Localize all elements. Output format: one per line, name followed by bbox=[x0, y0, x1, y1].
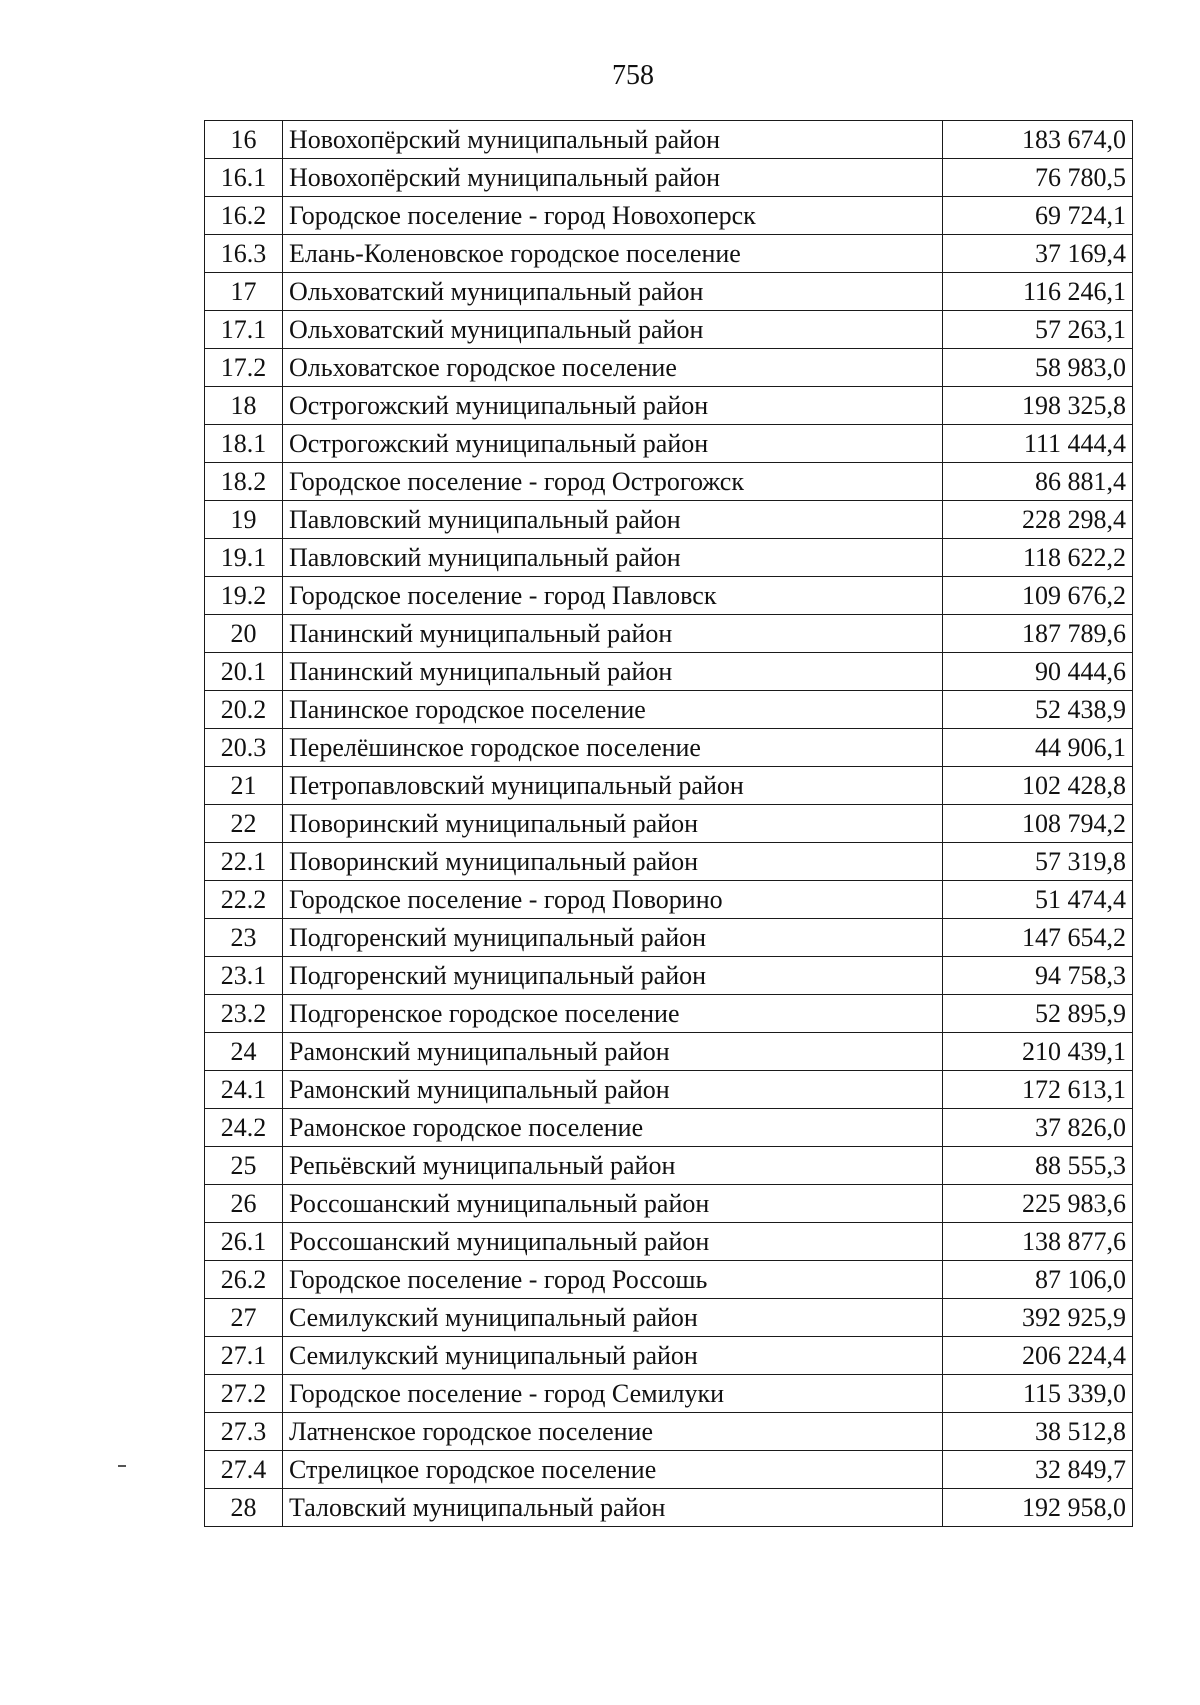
row-number: 20.3 bbox=[205, 729, 283, 767]
row-number: 23 bbox=[205, 919, 283, 957]
table-row bbox=[205, 1147, 1133, 1185]
municipality-name: Петропавловский муниципальный район bbox=[283, 767, 943, 805]
municipality-name: Стрелицкое городское поселение bbox=[283, 1451, 943, 1489]
amount-value: 392 925,9 bbox=[943, 1299, 1133, 1337]
amount-value: 115 339,0 bbox=[943, 1375, 1133, 1413]
table-row bbox=[205, 387, 1133, 425]
municipality-name: Ольховатское городское поселение bbox=[283, 349, 943, 387]
table-row bbox=[205, 577, 1133, 615]
amount-value: 187 789,6 bbox=[943, 615, 1133, 653]
table-row bbox=[205, 729, 1133, 767]
municipality-name: Рамонский муниципальный район bbox=[283, 1071, 943, 1109]
amount-value: 138 877,6 bbox=[943, 1223, 1133, 1261]
table-row bbox=[205, 653, 1133, 691]
table-row bbox=[205, 1337, 1133, 1375]
row-number: 24.2 bbox=[205, 1109, 283, 1147]
amount-value: 51 474,4 bbox=[943, 881, 1133, 919]
amount-value: 52 438,9 bbox=[943, 691, 1133, 729]
table-row bbox=[205, 425, 1133, 463]
row-number: 19.1 bbox=[205, 539, 283, 577]
table-row bbox=[205, 995, 1133, 1033]
row-number: 19 bbox=[205, 501, 283, 539]
amount-value: 76 780,5 bbox=[943, 159, 1133, 197]
amount-value: 38 512,8 bbox=[943, 1413, 1133, 1451]
municipality-name: Панинское городское поселение bbox=[283, 691, 943, 729]
municipality-name: Подгоренское городское поселение bbox=[283, 995, 943, 1033]
table-row bbox=[205, 463, 1133, 501]
municipality-name: Городское поселение - город Павловск bbox=[283, 577, 943, 615]
row-number: 25 bbox=[205, 1147, 283, 1185]
municipality-name: Панинский муниципальный район bbox=[283, 615, 943, 653]
amount-value: 44 906,1 bbox=[943, 729, 1133, 767]
amount-value: 228 298,4 bbox=[943, 501, 1133, 539]
row-number: 16.3 bbox=[205, 235, 283, 273]
amount-value: 111 444,4 bbox=[943, 425, 1133, 463]
row-number: 19.2 bbox=[205, 577, 283, 615]
row-number: 21 bbox=[205, 767, 283, 805]
amount-value: 90 444,6 bbox=[943, 653, 1133, 691]
table-row bbox=[205, 843, 1133, 881]
municipality-name: Таловский муниципальный район bbox=[283, 1489, 943, 1527]
row-number: 24.1 bbox=[205, 1071, 283, 1109]
row-number: 18.2 bbox=[205, 463, 283, 501]
amount-value: 69 724,1 bbox=[943, 197, 1133, 235]
table-row bbox=[205, 501, 1133, 539]
row-number: 26.1 bbox=[205, 1223, 283, 1261]
amount-value: 37 826,0 bbox=[943, 1109, 1133, 1147]
table-row bbox=[205, 1375, 1133, 1413]
amount-value: 206 224,4 bbox=[943, 1337, 1133, 1375]
row-number: 16.1 bbox=[205, 159, 283, 197]
table-row bbox=[205, 1451, 1133, 1489]
municipality-name: Перелёшинское городское поселение bbox=[283, 729, 943, 767]
municipality-name: Городское поселение - город Новохоперск bbox=[283, 197, 943, 235]
municipality-name: Россошанский муниципальный район bbox=[283, 1185, 943, 1223]
municipality-name: Острогожский муниципальный район bbox=[283, 425, 943, 463]
municipality-name: Семилукский муниципальный район bbox=[283, 1337, 943, 1375]
table-row bbox=[205, 691, 1133, 729]
municipality-name: Елань-Коленовское городское поселение bbox=[283, 235, 943, 273]
table-row bbox=[205, 349, 1133, 387]
row-number: 24 bbox=[205, 1033, 283, 1071]
row-number: 28 bbox=[205, 1489, 283, 1527]
municipality-name: Городское поселение - город Россошь bbox=[283, 1261, 943, 1299]
table-row bbox=[205, 121, 1133, 159]
amount-value: 52 895,9 bbox=[943, 995, 1133, 1033]
municipality-name: Городское поселение - город Острогожск bbox=[283, 463, 943, 501]
table-row bbox=[205, 1489, 1133, 1527]
amount-value: 118 622,2 bbox=[943, 539, 1133, 577]
row-number: 22.1 bbox=[205, 843, 283, 881]
amount-value: 109 676,2 bbox=[943, 577, 1133, 615]
amount-value: 192 958,0 bbox=[943, 1489, 1133, 1527]
row-number: 26.2 bbox=[205, 1261, 283, 1299]
table-row bbox=[205, 919, 1133, 957]
row-number: 27.2 bbox=[205, 1375, 283, 1413]
row-number: 20.1 bbox=[205, 653, 283, 691]
municipality-name: Острогожский муниципальный район bbox=[283, 387, 943, 425]
table-row bbox=[205, 957, 1133, 995]
row-number: 17.2 bbox=[205, 349, 283, 387]
amount-value: 57 263,1 bbox=[943, 311, 1133, 349]
amount-value: 87 106,0 bbox=[943, 1261, 1133, 1299]
table-row bbox=[205, 1299, 1133, 1337]
amount-value: 57 319,8 bbox=[943, 843, 1133, 881]
table-row bbox=[205, 881, 1133, 919]
page-number: 758 bbox=[612, 60, 654, 91]
row-number: 27.4 bbox=[205, 1451, 283, 1489]
municipality-name: Рамонский муниципальный район bbox=[283, 1033, 943, 1071]
margin-mark bbox=[118, 1465, 126, 1467]
table-row bbox=[205, 539, 1133, 577]
municipality-name: Подгоренский муниципальный район bbox=[283, 919, 943, 957]
municipality-name: Рамонское городское поселение bbox=[283, 1109, 943, 1147]
table-row bbox=[205, 197, 1133, 235]
row-number: 16.2 bbox=[205, 197, 283, 235]
amount-value: 32 849,7 bbox=[943, 1451, 1133, 1489]
amount-value: 147 654,2 bbox=[943, 919, 1133, 957]
amount-value: 102 428,8 bbox=[943, 767, 1133, 805]
table-row bbox=[205, 1413, 1133, 1451]
municipality-name: Городское поселение - город Семилуки bbox=[283, 1375, 943, 1413]
amount-value: 116 246,1 bbox=[943, 273, 1133, 311]
row-number: 17 bbox=[205, 273, 283, 311]
municipality-name: Панинский муниципальный район bbox=[283, 653, 943, 691]
row-number: 22.2 bbox=[205, 881, 283, 919]
table-row bbox=[205, 159, 1133, 197]
municipality-name: Павловский муниципальный район bbox=[283, 539, 943, 577]
amount-value: 183 674,0 bbox=[943, 121, 1133, 159]
row-number: 20.2 bbox=[205, 691, 283, 729]
municipality-name: Россошанский муниципальный район bbox=[283, 1223, 943, 1261]
amount-value: 58 983,0 bbox=[943, 349, 1133, 387]
row-number: 18 bbox=[205, 387, 283, 425]
table-row bbox=[205, 1185, 1133, 1223]
municipality-name: Новохопёрский муниципальный район bbox=[283, 121, 943, 159]
municipality-name: Репьёвский муниципальный район bbox=[283, 1147, 943, 1185]
amount-value: 225 983,6 bbox=[943, 1185, 1133, 1223]
table-row bbox=[205, 273, 1133, 311]
amount-value: 37 169,4 bbox=[943, 235, 1133, 273]
municipality-name: Городское поселение - город Поворино bbox=[283, 881, 943, 919]
table-row bbox=[205, 767, 1133, 805]
table-body bbox=[205, 121, 1133, 1527]
municipality-name: Поворинский муниципальный район bbox=[283, 805, 943, 843]
row-number: 16 bbox=[205, 121, 283, 159]
table-row bbox=[205, 1071, 1133, 1109]
row-number: 18.1 bbox=[205, 425, 283, 463]
row-number: 23.2 bbox=[205, 995, 283, 1033]
table-row bbox=[205, 1109, 1133, 1147]
amount-value: 108 794,2 bbox=[943, 805, 1133, 843]
municipality-name: Подгоренский муниципальный район bbox=[283, 957, 943, 995]
table-row bbox=[205, 615, 1133, 653]
amount-value: 86 881,4 bbox=[943, 463, 1133, 501]
budget-table bbox=[204, 120, 1133, 1527]
municipality-name: Ольховатский муниципальный район bbox=[283, 273, 943, 311]
row-number: 27.1 bbox=[205, 1337, 283, 1375]
amount-value: 94 758,3 bbox=[943, 957, 1133, 995]
municipality-name: Новохопёрский муниципальный район bbox=[283, 159, 943, 197]
municipality-name: Павловский муниципальный район bbox=[283, 501, 943, 539]
table-row bbox=[205, 805, 1133, 843]
row-number: 26 bbox=[205, 1185, 283, 1223]
amount-value: 88 555,3 bbox=[943, 1147, 1133, 1185]
amount-value: 198 325,8 bbox=[943, 387, 1133, 425]
amount-value: 210 439,1 bbox=[943, 1033, 1133, 1071]
row-number: 17.1 bbox=[205, 311, 283, 349]
table-row bbox=[205, 235, 1133, 273]
table-row bbox=[205, 311, 1133, 349]
row-number: 20 bbox=[205, 615, 283, 653]
row-number: 22 bbox=[205, 805, 283, 843]
table-row bbox=[205, 1223, 1133, 1261]
table-row bbox=[205, 1033, 1133, 1071]
municipality-name: Поворинский муниципальный район bbox=[283, 843, 943, 881]
row-number: 27 bbox=[205, 1299, 283, 1337]
row-number: 23.1 bbox=[205, 957, 283, 995]
municipality-name: Латненское городское поселение bbox=[283, 1413, 943, 1451]
table-row bbox=[205, 1261, 1133, 1299]
municipality-name: Ольховатский муниципальный район bbox=[283, 311, 943, 349]
amount-value: 172 613,1 bbox=[943, 1071, 1133, 1109]
row-number: 27.3 bbox=[205, 1413, 283, 1451]
municipality-name: Семилукский муниципальный район bbox=[283, 1299, 943, 1337]
